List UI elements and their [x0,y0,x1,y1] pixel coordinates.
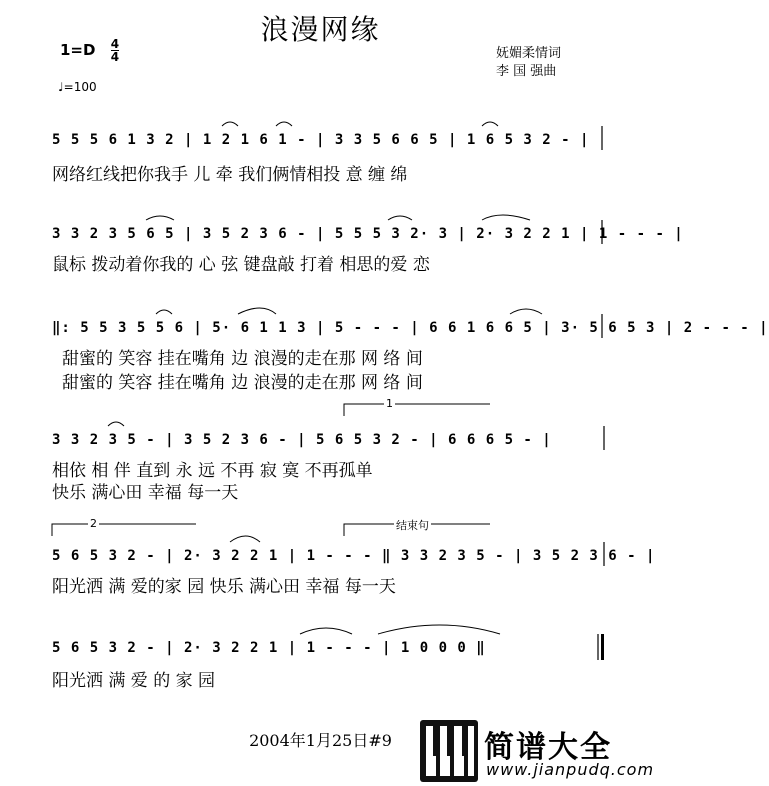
composer-credit: 李 国 强曲 [496,64,557,79]
final-barline-thick [601,634,604,660]
watermark-url: www.jianpudq.com [486,760,655,779]
lyricist-credit: 妩媚柔情词 [496,46,562,61]
lyric-line-3b: 甜蜜的 笑容 挂在嘴角 边 浪漫的走在那 网 络 间 [62,373,423,393]
slur [230,536,260,542]
slur [482,215,530,220]
slur [146,216,174,220]
slur [222,122,238,126]
lyric-line-1: 网络红线把你我手 儿 牵 我们俩情相投 意 缠 绵 [52,165,408,185]
lyric-line-2: 鼠标 拨动着你我的 心 弦 键盘敲 打着 相思的爱 恋 [52,255,430,275]
lyric-line-3a: 甜蜜的 笑容 挂在嘴角 边 浪漫的走在那 网 络 间 [62,349,423,369]
lyric-line-6: 阳光洒 满 爱 的 家 园 [52,671,216,691]
time-sig-bottom: 4 [110,50,120,64]
notation-line-2: 3 3 2 3 5 6 5 | 3 5 2 3 6 - | 5 5 5 3 2· 3 | 2· 3 2 2 1 | 1 - - - | [52,226,684,242]
volta-2-label: 2 [90,517,97,530]
notation-line-3: ‖: 5 5 3 5 5 6 | 5· 6 1 1 3 | 5 - - - | 6 6 1 6 6 5 | 3· 5 6 5 3 | 2 - - - | [52,320,769,336]
time-sig-top: 4 [110,37,120,51]
slur [276,122,292,126]
slur [378,625,500,634]
notation-line-4: 3 3 2 3 5 - | 3 5 2 3 6 - | 5 6 5 3 2 - | 6 6 6 5 - | [52,432,552,448]
lyric-line-4b: 快乐 满心田 幸福 每一天 [52,483,239,503]
lyric-line-5: 阳光洒 满 爱的家 园 快乐 满心田 幸福 每一天 [52,577,396,597]
notation-line-6: 5 6 5 3 2 - | 2· 3 2 2 1 | 1 - - - | 1 0 0 0 ‖ [52,640,486,656]
slur [156,310,172,314]
footer-date: 2004年1月25日#9 [249,731,392,750]
slur [108,422,124,426]
song-title: 浪漫网缘 [260,13,381,46]
slur [510,309,542,314]
slur [482,122,498,126]
slur [388,216,412,220]
watermark-name: 简谱大全 [484,730,612,765]
tempo-marking: ♩=100 [58,80,97,94]
volta-1-label: 1 [386,397,393,410]
notation-line-5: 5 6 5 3 2 - | 2· 3 2 2 1 | 1 - - - ‖ 3 3 2 3 5 - | 3 5 2 3 6 - | [52,548,656,564]
slur [238,308,276,314]
volta-2-bracket [52,524,196,536]
key-label: 1=D [60,41,96,59]
slur [300,628,352,634]
ending-phrase-label: 结束句 [396,519,429,532]
notation-line-1: 5 5 5 6 1 3 2 | 1 2 1 6 1 - | 3 3 5 6 6 5 | 1 6 5 3 2 - | [52,132,590,148]
volta-1-bracket [344,404,490,416]
lyric-line-4a: 相依 相 伴 直到 永 远 不再 寂 寞 不再孤单 [52,461,373,481]
